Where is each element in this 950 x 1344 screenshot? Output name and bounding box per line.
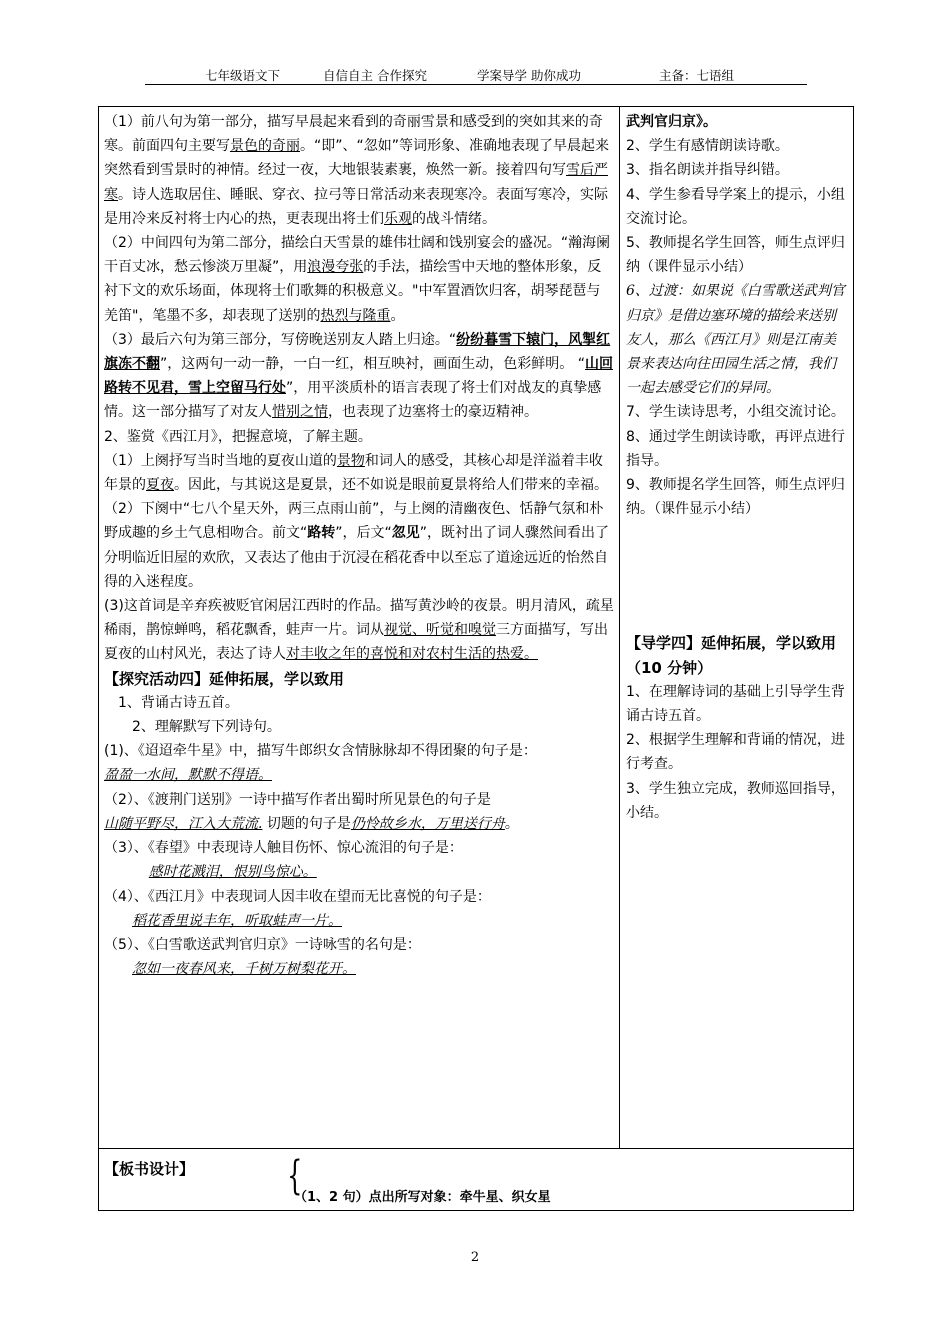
exercise-4: （4）、《西江月》中表现词人因丰收在望而无比喜悦的句子是： xyxy=(104,888,491,905)
right-r3: 4、学生参看导学案上的提示，小组交流讨论。 xyxy=(626,186,845,227)
exercise-1: (1)、《迢迢牵牛星》中，描写牛郎织女含情脉脉却不得团聚的句子是： xyxy=(104,743,537,760)
exercise-5: （5）、《白雪歌送武判官归京》一诗咏雪的名句是： xyxy=(104,936,421,953)
right-r7: 8、通过学生朗读诗歌，再评点进行指导。 xyxy=(626,428,845,469)
header-course: 七年级语文下 xyxy=(205,68,281,83)
board-item-1: （1、2 句）点出所写对象：牵牛星、织女星 xyxy=(294,1190,551,1205)
page-number: 2 xyxy=(470,1250,480,1265)
guide4-title: 【导学四】延伸拓展，学以致用（10 分钟） xyxy=(626,634,837,677)
right-r2: 3、指名朗读并指导纠错。 xyxy=(626,162,789,179)
exercise-2-answer[interactable]: 山随平野尽，江入大荒流. 切题的句子是仍怜故乡水，万里送行舟。 xyxy=(104,815,519,832)
left-column xyxy=(104,110,614,981)
activity4-item1: 1、背诵古诗五首。 xyxy=(118,694,239,711)
page-header xyxy=(145,64,807,85)
activity4-title: 【探究活动四】延伸拓展，学以致用 xyxy=(104,669,345,688)
exercise-3-answer[interactable]: 感时花溅泪，恨别鸟惊心。 xyxy=(148,864,317,881)
board-design-title: 【板书设计】 xyxy=(104,1160,195,1178)
exercise-5-answer[interactable]: 忽如一夜春风来，千树万树梨花开。 xyxy=(132,961,356,978)
paragraph-part2: （2）中间四句为第二部分，描绘白天雪景的雄伟壮阔和饯别宴会的盛况。“瀚海阑干百丈冰，愁云惨淡万里凝”，用浪漫夸张的手法，描绘雪中天地的整体形象，反衬下文的欢乐场面，体现将士们歌舞的积极意义。"中军置酒饮归客，胡琴琵琶与羌笛"，笔墨不多，却表现了送别的热烈与隆重。 xyxy=(104,235,611,324)
header-motto: 自信自主 合作探究 xyxy=(323,68,427,83)
guide4-item3: 3、学生独立完成，教师巡回指导，小结。 xyxy=(626,780,845,821)
guide4-item1: 1、在理解诗词的基础上引导学生背诵古诗五首。 xyxy=(626,683,845,725)
right-r4: 5、教师提名学生回答，师生点评归纳（课件显示小结） xyxy=(626,235,845,276)
exercise-2: （2）、《渡荆门送别》一诗中描写作者出蜀时所见景色的句子是 xyxy=(104,791,491,808)
xijiangyue-q1: （1）上阕抒写当时当地的夏夜山道的景物和词人的感受，其核心却是洋溢着丰收年景的夏夜。因此，与其说这是夏景，还不如说是眼前夏景将给人们带来的幸福。 xyxy=(104,452,608,494)
right-r5: 6、过渡：如果说《白雪歌送武判官归京》是借边塞环境的描绘来送别友人，那么《西江月》则是江南美景来表达向往田园生活之情，我们一起去感受它们的异同。 xyxy=(626,283,845,397)
guide4-item2: 2、根据学生理解和背诵的情况，进行考查。 xyxy=(626,732,845,773)
activity4-item2: 2、理解默写下列诗句。 xyxy=(132,719,281,736)
exercise-4-answer[interactable]: 稻花香里说丰年，听取蛙声一片。 xyxy=(132,912,342,929)
brace-icon: { xyxy=(287,1153,303,1199)
xijiangyue-q3: (3)这首词是辛弃疾被贬官闲居江西时的作品。描写黄沙岭的夜景。明月清风，疏星稀雨，鹊惊蝉鸣，稻花飘香，蛙声一片。词从视觉、听觉和嗅觉三方面描写，写出夏夜的山村风光，表达了诗人对丰收之年的喜悦和对农村生活的热爱。 xyxy=(104,598,614,663)
header-guide: 学案导学 助你成功 xyxy=(477,68,581,83)
right-r1: 2、学生有感情朗读诗歌。 xyxy=(626,138,789,155)
header-editor: 主备：七语组 xyxy=(659,68,735,83)
section-2-heading: 2、鉴赏《西江月》，把握意境，了解主题。 xyxy=(104,428,372,445)
exercise-3: （3）、《春望》中表现诗人触目伤怀、惊心流泪的句子是： xyxy=(104,840,463,857)
paragraph-part1: （1）前八句为第一部分，描写早晨起来看到的奇丽雪景和感受到的突如其来的奇寒。前面四句主要写景色的奇丽。“即”、“忽如”等词形象、准确地表现了早晨起来突然看到雪景时的神情。经过一夜，大地银装素裹，焕然一新。接着四句写雪后严寒。诗人选取居住、睡眠、穿衣、拉弓等日常活动来表现寒冷。表面写寒冷，实际是用冷来反衬将士内心的热，更表现出将士们乐观的战斗情绪。 xyxy=(104,114,610,227)
right-r6: 7、学生读诗思考，小组交流讨论。 xyxy=(626,404,845,421)
xijiangyue-q2: （2）下阕中“七八个星天外，两三点雨山前”，与上阕的清幽夜色、恬静气氛和朴野成趣的乡土气息相吻合。前文“路转”，后文“忽见”，既衬出了词人骤然间看出了分明临近旧屋的欢欣，又表达了他由于沉浸在稻花香中以至忘了道途远近的怡然自得的入迷程度。 xyxy=(104,501,610,590)
right-r0: 武判官归京》。 xyxy=(626,114,717,130)
right-column xyxy=(626,110,848,825)
paragraph-part3: （3）最后六句为第三部分，写傍晚送别友人踏上归途。“纷纷暮雪下辕门，风掣红旗冻不翻”，这两句一动一静，一白一红，相互映衬，画面生动，色彩鲜明。 “山回路转不见君，雪上空留马行处”，用平淡质朴的语言表现了将士们对战友的真挚感情。这一部分描写了对友人惜别之情，也表现了边塞将士的豪迈精神。 xyxy=(104,331,613,421)
exercise-1-answer[interactable]: 盈盈一水间，默默不得语。 xyxy=(104,767,272,784)
lesson-table xyxy=(98,106,854,1211)
right-r8: 9、教师提名学生回答，师生点评归纳。（课件显示小结） xyxy=(626,477,845,518)
